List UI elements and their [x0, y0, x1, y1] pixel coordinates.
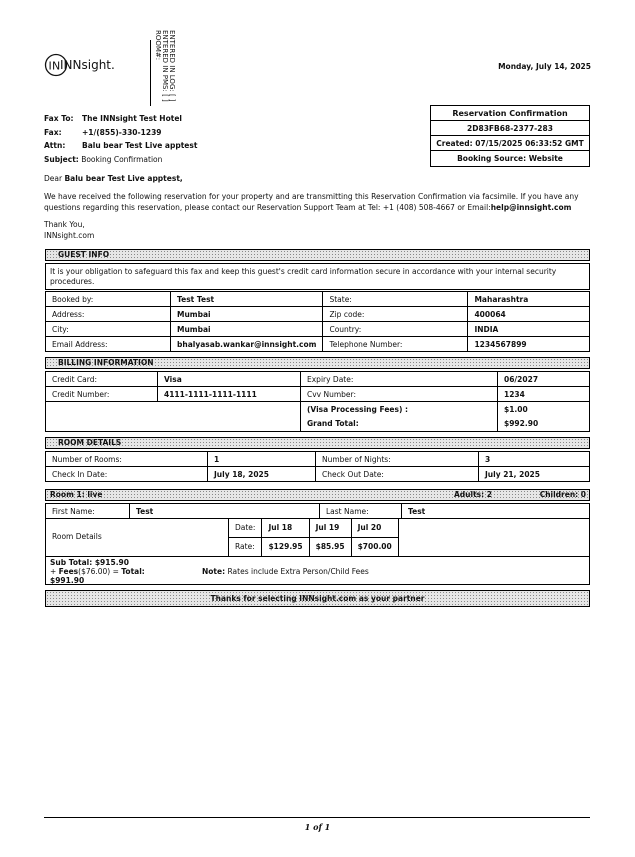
- table-row: Grand Total: $992.90: [46, 417, 590, 432]
- rates-note: Note: Rates include Extra Person/Child Fees: [202, 567, 369, 576]
- table-row: Credit Card: Visa Expiry Date: 06/2027: [46, 372, 590, 387]
- room-1-header: [45, 489, 590, 501]
- confirmation-created: Created: 07/15/2025 06:33:52 GMT: [431, 136, 589, 151]
- attn-label: Attn:: [44, 141, 66, 151]
- entered-log-line: ENTERED IN LOG: [ ]: [168, 30, 176, 102]
- booking-source: Booking Source: Website: [457, 154, 563, 163]
- table-row: Check In Date: July 18, 2025 Check Out Date: July 21, 2025: [46, 467, 590, 482]
- children-count: Children: 0: [539, 490, 586, 499]
- billing-info-header: BILLING INFORMATION: [45, 357, 590, 369]
- reservation-confirmation-box: [430, 105, 590, 167]
- guest-info-table: [45, 291, 590, 352]
- table-row: First Name: Test Last Name: Test: [46, 504, 590, 519]
- table-row: Date: Jul 18 Jul 19 Jul 20: [229, 519, 399, 537]
- room-details-table: [45, 451, 590, 482]
- document-date: Monday, July 14, 2025: [498, 62, 591, 71]
- attn-value: Balu bear Test Live apptest: [82, 141, 198, 151]
- fax-value: +1/(855)-330-1239: [82, 127, 162, 137]
- guest-notice: It is your obligation to safeguard this fax and keep this guest's credit card information secure in accordance with your internal security procedures.: [45, 263, 590, 290]
- table-row: Address: Mumbai Zip code: 400064: [46, 307, 590, 322]
- sign-off: Thank You, INNsight.com: [44, 220, 95, 240]
- nightly-rates-table: [228, 519, 399, 556]
- thanks-banner: Thanks for selecting INNsight.com as your partner: [45, 590, 590, 607]
- table-row: Email Address: bhalyasab.wankar@innsight.com Telephone Number: 1234567899: [46, 337, 590, 352]
- fax-to-label: Fax To:: [44, 114, 74, 123]
- room-1-rates: [45, 519, 590, 557]
- salutation: Dear Balu bear Test Live apptest,: [44, 174, 183, 183]
- guest-info-header: GUEST INFO: [45, 249, 590, 261]
- letter-message: We have received the following reservation for your property and are transmitting this Reservation Confirmation via facsimile. If you have any questions regarding this reservation, please contact our Reservation Support Team at Tel: +1 (408) 508-4667 or Email:help@innsight.com: [44, 192, 579, 212]
- table-row: Number of Rooms: 1 Number of Nights: 3: [46, 452, 590, 467]
- room-1-totals: [45, 556, 590, 585]
- table-row: (Visa Processing Fees) : $1.00: [46, 402, 590, 417]
- table-row: Booked by: Test Test State: Maharashtra: [46, 292, 590, 307]
- confirmation-title: Reservation Confirmation: [431, 106, 589, 121]
- stamp-divider: [150, 40, 151, 106]
- total-amount: $991.90: [50, 576, 85, 585]
- room-details-header: ROOM DETAILS: [45, 437, 590, 449]
- sub-total: Sub Total: $915.90: [50, 558, 129, 567]
- confirmation-number: 2D83FB68-2377-283: [431, 121, 589, 136]
- logo-wordmark: INNsight.: [60, 58, 115, 72]
- entered-pms-line: ENTERED IN PMS: [ ]: [161, 30, 169, 102]
- billing-table: [45, 371, 590, 432]
- table-row: Credit Number: 4111-1111-1111-1111 Cvv Number: 1234: [46, 387, 590, 402]
- support-email[interactable]: help@innsight.com: [490, 202, 572, 212]
- svg-text:N: N: [52, 59, 61, 73]
- table-row: City: Mumbai Country: INDIA: [46, 322, 590, 337]
- adults-count: Adults: 2: [454, 490, 492, 499]
- fax-header: [44, 112, 197, 166]
- table-row: Rate: $129.95 $85.95 $700.00: [229, 537, 399, 556]
- fees-total-line: + Fees($76.00) = Total:: [50, 567, 145, 576]
- room-details-label: Room Details: [52, 532, 102, 541]
- log-stamp: [148, 30, 178, 110]
- subject-value: Booking Confirmation: [81, 154, 163, 164]
- fax-label: Fax:: [44, 127, 62, 137]
- room-number-line: ROOM#:: [154, 30, 162, 61]
- page-number: 1 of 1: [304, 822, 331, 832]
- svg-text:I: I: [48, 59, 52, 73]
- footer-divider: [44, 817, 590, 818]
- room-1-title: Room 1: live: [50, 490, 103, 499]
- room-1-guest-table: [45, 503, 590, 519]
- subject-label: Subject:: [44, 154, 79, 164]
- fax-to-value: The INNsight Test Hotel: [82, 114, 182, 123]
